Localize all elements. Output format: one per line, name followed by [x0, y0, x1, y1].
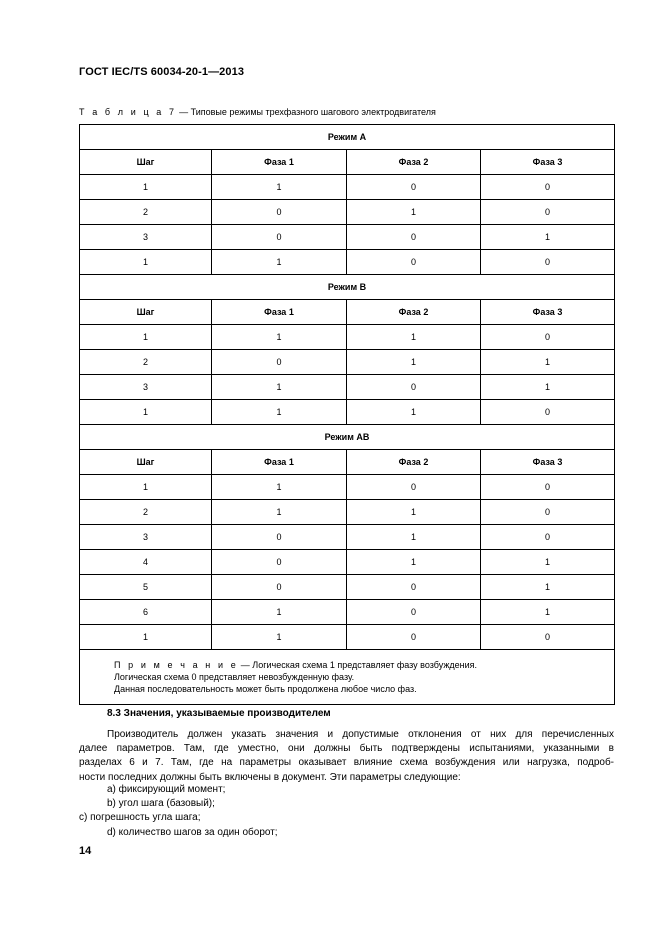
table-cell: 0 — [347, 225, 481, 250]
table-cell: 0 — [212, 550, 347, 575]
table-cell: 1 — [347, 325, 481, 350]
paragraph-line: Производитель должен указать значения и допустимые отклонения от них для перечисленных — [107, 729, 614, 740]
table-cell: 1 — [481, 350, 615, 375]
document-header: ГОСТ IEC/TS 60034-20-1—2013 — [79, 66, 245, 78]
table-row — [80, 475, 615, 500]
table-row — [80, 375, 615, 400]
table-cell: 1 — [212, 625, 347, 650]
table-cell: 1 — [212, 325, 347, 350]
column-header: Фаза 3 — [481, 450, 615, 475]
table-cell: 1 — [481, 225, 615, 250]
section-title: 8.3 Значения, указываемые производителем — [107, 708, 331, 719]
table-row — [80, 225, 615, 250]
table-row — [80, 350, 615, 375]
table-cell: 0 — [347, 375, 481, 400]
list-item: d) количество шагов за один оборот; — [107, 826, 278, 838]
table-cell: 0 — [212, 350, 347, 375]
list-item: c) погрешность угла шага; — [79, 812, 201, 824]
table-cell: 5 — [80, 575, 212, 600]
table-cell: 1 — [212, 400, 347, 425]
column-header: Фаза 3 — [481, 300, 615, 325]
table-cell: 0 — [481, 200, 615, 225]
table-cell: 0 — [347, 250, 481, 275]
column-header: Фаза 1 — [212, 450, 347, 475]
list-item: a) фиксирующий момент; — [107, 784, 226, 795]
table-cell: 0 — [347, 575, 481, 600]
table-cell: 1 — [80, 325, 212, 350]
table-cell: 0 — [481, 500, 615, 525]
mode-title: Режим АВ — [80, 425, 615, 450]
table-row — [80, 175, 615, 200]
table-cell: 1 — [212, 600, 347, 625]
table-cell: 0 — [347, 625, 481, 650]
table-row — [80, 325, 615, 350]
mode-title: Режим А — [80, 125, 615, 150]
table-cell: 1 — [212, 250, 347, 275]
table-cell: 1 — [347, 200, 481, 225]
table-cell: 0 — [212, 200, 347, 225]
mode-title: Режим В — [80, 275, 615, 300]
table-row — [80, 250, 615, 275]
table-row — [80, 575, 615, 600]
section-paragraph — [79, 728, 614, 785]
table-row — [80, 500, 615, 525]
note-line-3: Данная последовательность может быть продолжена любое число фаз. — [114, 684, 417, 695]
note-label: П р и м е ч а н и е — [114, 659, 239, 670]
table-row — [80, 400, 615, 425]
table-cell: 0 — [212, 525, 347, 550]
table-cell: 0 — [481, 625, 615, 650]
table-cell: 1 — [212, 175, 347, 200]
table-row — [80, 550, 615, 575]
column-header: Фаза 2 — [347, 300, 481, 325]
table-row — [80, 625, 615, 650]
column-header: Фаза 1 — [212, 300, 347, 325]
table-cell: 1 — [212, 375, 347, 400]
table-cell: 1 — [481, 575, 615, 600]
table-cell: 1 — [212, 475, 347, 500]
table-cell: 1 — [481, 375, 615, 400]
table-cell: 1 — [212, 500, 347, 525]
table-cell: 2 — [80, 200, 212, 225]
table-cell: 0 — [212, 225, 347, 250]
note-text-1: — Логическая схема 1 представляет фазу возбуждения. — [238, 659, 477, 670]
table-cell: 1 — [80, 250, 212, 275]
table-note — [80, 650, 615, 705]
table-cell: 0 — [347, 600, 481, 625]
table-cell: 1 — [80, 175, 212, 200]
column-header: Шаг — [80, 150, 212, 175]
table-cell: 2 — [80, 350, 212, 375]
table-cell: 3 — [80, 525, 212, 550]
note-line-1 — [114, 659, 614, 671]
table-row — [80, 200, 615, 225]
table-cell: 1 — [347, 500, 481, 525]
table-caption — [79, 107, 436, 117]
table-cell: 1 — [347, 350, 481, 375]
column-header: Шаг — [80, 450, 212, 475]
table-cell: 1 — [80, 475, 212, 500]
table-caption-label: Т а б л и ц а 7 — [79, 107, 177, 117]
table-cell: 0 — [347, 475, 481, 500]
paragraph-line: ности последних должны быть включены в документ. Эти параметры следующие: — [79, 771, 461, 783]
parameter-list — [79, 783, 278, 840]
table-cell: 0 — [481, 400, 615, 425]
table-cell: 0 — [347, 175, 481, 200]
table-cell: 1 — [347, 400, 481, 425]
column-header: Фаза 2 — [347, 150, 481, 175]
table-cell: 3 — [80, 375, 212, 400]
column-header: Фаза 1 — [212, 150, 347, 175]
column-header: Фаза 2 — [347, 450, 481, 475]
table-cell: 2 — [80, 500, 212, 525]
table-cell: 6 — [80, 600, 212, 625]
table-cell: 1 — [347, 525, 481, 550]
table-cell: 0 — [481, 525, 615, 550]
stepper-modes-table — [79, 124, 615, 705]
table-cell: 4 — [80, 550, 212, 575]
note-line-2: Логическая схема 0 представляет невозбужденную фазу. — [114, 671, 355, 682]
table-cell: 1 — [80, 625, 212, 650]
table-cell: 0 — [481, 250, 615, 275]
table-cell: 1 — [481, 550, 615, 575]
table-row — [80, 600, 615, 625]
table-caption-text: — Типовые режимы трехфазного шагового электродвигателя — [176, 107, 436, 117]
table-cell: 0 — [481, 175, 615, 200]
table-cell: 0 — [481, 325, 615, 350]
table-cell: 1 — [347, 550, 481, 575]
column-header: Шаг — [80, 300, 212, 325]
table-cell: 0 — [212, 575, 347, 600]
table-cell: 1 — [80, 400, 212, 425]
table-cell: 0 — [481, 475, 615, 500]
paragraph-line: разделах 6 и 7. Там, где на параметры оказывает влияние схема возбуждения или нагрузка, подроб- — [79, 757, 614, 769]
table-cell: 1 — [481, 600, 615, 625]
column-header: Фаза 3 — [481, 150, 615, 175]
paragraph-line: далее параметров. Там, где уместно, они должны быть подтверждены испытаниями, указанными в — [79, 743, 614, 755]
table-cell: 3 — [80, 225, 212, 250]
list-item: b) угол шага (базовый); — [107, 798, 215, 810]
page-number: 14 — [79, 845, 92, 857]
table-row — [80, 525, 615, 550]
